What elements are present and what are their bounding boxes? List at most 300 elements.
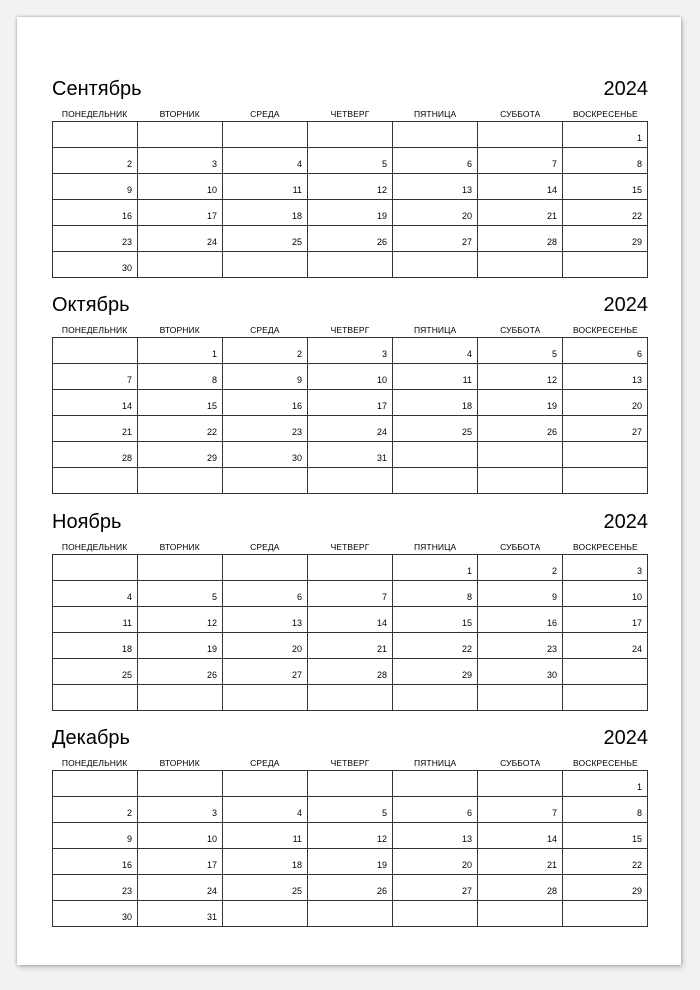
month-title: Сентябрь	[52, 78, 142, 100]
day-cell	[308, 849, 393, 875]
weekday-label: ВОСКРЕСЕНЬЕ	[573, 325, 638, 335]
day-cell	[393, 875, 478, 901]
day-number: 25	[291, 237, 302, 247]
day-cell	[223, 607, 308, 633]
day-cell	[138, 416, 223, 442]
day-cell	[138, 633, 223, 659]
day-number: 3	[211, 808, 217, 818]
day-number: 28	[546, 237, 557, 247]
weekday-label: СРЕДА	[250, 758, 280, 768]
day-cell	[223, 200, 308, 226]
day-cell	[53, 823, 138, 849]
day-cell	[308, 416, 393, 442]
day-cell	[308, 555, 393, 581]
day-number: 29	[461, 670, 472, 680]
day-cell	[308, 442, 393, 468]
day-number: 6	[466, 808, 472, 818]
day-number: 12	[376, 834, 387, 844]
day-cell	[393, 442, 478, 468]
weekday-label: СРЕДА	[250, 109, 280, 119]
day-cell	[223, 174, 308, 200]
day-number: 28	[121, 453, 132, 463]
day-cell	[138, 364, 223, 390]
day-cell	[138, 797, 223, 823]
day-cell	[563, 901, 648, 927]
day-number: 5	[211, 592, 217, 602]
day-cell	[478, 252, 563, 278]
day-number: 16	[291, 401, 302, 411]
day-number: 30	[121, 912, 132, 922]
day-cell	[563, 823, 648, 849]
weekday-label: ПЯТНИЦА	[413, 542, 457, 552]
day-cell	[308, 659, 393, 685]
day-cell	[53, 200, 138, 226]
day-cell	[53, 771, 138, 797]
weekday-header-row	[52, 107, 648, 121]
day-number: 2	[551, 566, 557, 576]
day-cell	[308, 823, 393, 849]
day-cell	[478, 442, 563, 468]
day-cell	[308, 633, 393, 659]
weekday-label: ПЯТНИЦА	[413, 109, 457, 119]
day-cell	[223, 148, 308, 174]
day-cell	[393, 685, 478, 711]
day-cell	[223, 685, 308, 711]
day-cell	[308, 875, 393, 901]
day-cell	[563, 390, 648, 416]
day-cell	[308, 797, 393, 823]
day-cell	[53, 581, 138, 607]
day-number: 4	[466, 349, 472, 359]
day-cell	[393, 338, 478, 364]
day-cell	[308, 200, 393, 226]
weekday-label: СРЕДА	[250, 542, 280, 552]
day-number: 23	[291, 427, 302, 437]
day-number: 5	[381, 808, 387, 818]
day-number: 24	[206, 886, 217, 896]
day-cell	[478, 174, 563, 200]
day-number: 29	[631, 237, 642, 247]
day-cell	[53, 901, 138, 927]
day-cell	[478, 901, 563, 927]
day-number: 8	[211, 375, 217, 385]
day-number: 12	[206, 618, 217, 628]
day-number: 13	[631, 375, 642, 385]
day-number: 18	[291, 860, 302, 870]
day-cell	[393, 633, 478, 659]
day-cell	[308, 771, 393, 797]
day-number: 3	[636, 566, 642, 576]
day-cell	[138, 390, 223, 416]
day-cell	[308, 174, 393, 200]
day-cell	[478, 200, 563, 226]
weekday-label: ВТОРНИК	[159, 325, 200, 335]
day-cell	[53, 607, 138, 633]
day-number: 27	[291, 670, 302, 680]
day-cell	[223, 226, 308, 252]
day-number: 30	[291, 453, 302, 463]
weekday-label: СРЕДА	[250, 325, 280, 335]
day-cell	[393, 823, 478, 849]
month-title: Декабрь	[52, 727, 130, 749]
day-number: 2	[126, 808, 132, 818]
day-cell	[53, 364, 138, 390]
month-block	[52, 726, 648, 927]
day-number: 9	[126, 834, 132, 844]
day-cell	[138, 148, 223, 174]
day-cell	[308, 581, 393, 607]
day-number: 1	[211, 349, 217, 359]
day-cell	[308, 226, 393, 252]
day-cell	[138, 771, 223, 797]
day-cell	[53, 685, 138, 711]
day-cell	[563, 581, 648, 607]
weekday-label: ВТОРНИК	[159, 109, 200, 119]
weekday-label: ВТОРНИК	[159, 758, 200, 768]
day-cell	[393, 797, 478, 823]
day-cell	[308, 607, 393, 633]
day-cell	[223, 390, 308, 416]
month-block	[52, 510, 648, 711]
day-number: 17	[206, 211, 217, 221]
day-number: 26	[546, 427, 557, 437]
weekday-header-row	[52, 756, 648, 770]
day-cell	[393, 901, 478, 927]
day-cell	[53, 468, 138, 494]
day-number: 26	[206, 670, 217, 680]
month-header	[52, 77, 648, 107]
day-cell	[308, 901, 393, 927]
day-number: 15	[631, 185, 642, 195]
day-number: 1	[636, 782, 642, 792]
weekday-label: ЧЕТВЕРГ	[330, 758, 370, 768]
day-number: 8	[636, 808, 642, 818]
day-cell	[138, 901, 223, 927]
day-cell	[563, 468, 648, 494]
month-grid	[52, 554, 648, 711]
day-number: 10	[376, 375, 387, 385]
day-cell	[53, 555, 138, 581]
day-number: 11	[122, 618, 132, 628]
day-cell	[223, 122, 308, 148]
day-cell	[478, 416, 563, 442]
day-cell	[308, 364, 393, 390]
day-cell	[478, 581, 563, 607]
day-cell	[393, 849, 478, 875]
day-cell	[478, 364, 563, 390]
day-cell	[223, 771, 308, 797]
day-cell	[563, 442, 648, 468]
day-cell	[53, 226, 138, 252]
month-header	[52, 293, 648, 323]
day-cell	[478, 797, 563, 823]
day-number: 7	[551, 808, 557, 818]
day-cell	[563, 607, 648, 633]
day-number: 28	[376, 670, 387, 680]
day-number: 9	[551, 592, 557, 602]
day-cell	[393, 416, 478, 442]
day-cell	[393, 555, 478, 581]
day-number: 6	[636, 349, 642, 359]
day-cell	[223, 581, 308, 607]
day-cell	[563, 875, 648, 901]
day-cell	[563, 174, 648, 200]
day-cell	[53, 633, 138, 659]
day-number: 21	[376, 644, 387, 654]
day-cell	[478, 823, 563, 849]
day-cell	[53, 390, 138, 416]
day-number: 21	[546, 860, 557, 870]
day-number: 20	[461, 860, 472, 870]
day-number: 1	[636, 133, 642, 143]
day-cell	[223, 901, 308, 927]
day-cell	[563, 226, 648, 252]
day-cell	[393, 174, 478, 200]
day-cell	[223, 338, 308, 364]
day-number: 20	[291, 644, 302, 654]
weekday-header-row	[52, 323, 648, 337]
day-number: 10	[206, 185, 217, 195]
day-cell	[53, 122, 138, 148]
day-cell	[223, 364, 308, 390]
day-cell	[563, 122, 648, 148]
day-cell	[563, 633, 648, 659]
day-number: 23	[121, 237, 132, 247]
day-number: 6	[466, 159, 472, 169]
day-number: 19	[546, 401, 557, 411]
day-cell	[393, 364, 478, 390]
day-number: 6	[296, 592, 302, 602]
day-cell	[138, 226, 223, 252]
day-number: 25	[461, 427, 472, 437]
day-cell	[478, 390, 563, 416]
day-number: 19	[376, 860, 387, 870]
day-cell	[478, 633, 563, 659]
day-number: 9	[126, 185, 132, 195]
day-number: 16	[121, 860, 132, 870]
weekday-header-row	[52, 540, 648, 554]
day-number: 22	[631, 211, 642, 221]
day-number: 14	[121, 401, 132, 411]
day-number: 17	[376, 401, 387, 411]
day-number: 31	[206, 912, 217, 922]
day-cell	[53, 416, 138, 442]
day-cell	[393, 581, 478, 607]
day-number: 7	[381, 592, 387, 602]
month-header	[52, 726, 648, 756]
day-number: 18	[121, 644, 132, 654]
day-number: 12	[376, 185, 387, 195]
day-number: 28	[546, 886, 557, 896]
day-cell	[393, 468, 478, 494]
day-number: 3	[211, 159, 217, 169]
weekday-label: ПЯТНИЦА	[413, 325, 457, 335]
weekday-label: СУББОТА	[500, 325, 541, 335]
day-number: 17	[206, 860, 217, 870]
day-cell	[223, 797, 308, 823]
weekday-label: ПЯТНИЦА	[413, 758, 457, 768]
day-cell	[563, 200, 648, 226]
month-title: Ноябрь	[52, 511, 122, 533]
day-cell	[53, 849, 138, 875]
month-year: 2024	[603, 294, 648, 316]
day-cell	[53, 442, 138, 468]
day-number: 10	[206, 834, 217, 844]
day-cell	[308, 148, 393, 174]
day-cell	[563, 797, 648, 823]
day-number: 25	[121, 670, 132, 680]
day-cell	[478, 771, 563, 797]
day-cell	[563, 555, 648, 581]
weekday-label: СУББОТА	[500, 109, 541, 119]
day-number: 2	[126, 159, 132, 169]
day-cell	[308, 468, 393, 494]
month-grid	[52, 121, 648, 278]
day-cell	[138, 200, 223, 226]
month-block	[52, 77, 648, 278]
day-cell	[478, 875, 563, 901]
day-cell	[308, 338, 393, 364]
weekday-label: ПОНЕДЕЛЬНИК	[61, 325, 128, 335]
day-cell	[138, 122, 223, 148]
day-cell	[223, 659, 308, 685]
day-number: 4	[126, 592, 132, 602]
day-cell	[138, 338, 223, 364]
day-cell	[53, 148, 138, 174]
weekday-label: ВОСКРЕСЕНЬЕ	[573, 542, 638, 552]
day-cell	[478, 607, 563, 633]
day-cell	[563, 659, 648, 685]
day-number: 13	[291, 618, 302, 628]
month-block	[52, 293, 648, 494]
day-number: 15	[206, 401, 217, 411]
day-number: 22	[206, 427, 217, 437]
day-cell	[563, 148, 648, 174]
month-grid	[52, 770, 648, 927]
day-cell	[393, 122, 478, 148]
day-cell	[393, 771, 478, 797]
day-number: 22	[461, 644, 472, 654]
day-cell	[223, 468, 308, 494]
day-number: 5	[381, 159, 387, 169]
day-number: 11	[292, 185, 302, 195]
day-cell	[393, 226, 478, 252]
day-cell	[138, 252, 223, 278]
day-cell	[393, 659, 478, 685]
day-cell	[308, 390, 393, 416]
day-number: 21	[121, 427, 132, 437]
day-number: 23	[121, 886, 132, 896]
month-header	[52, 510, 648, 540]
day-cell	[478, 659, 563, 685]
day-cell	[478, 468, 563, 494]
day-cell	[223, 416, 308, 442]
day-number: 3	[381, 349, 387, 359]
day-number: 2	[296, 349, 302, 359]
month-title: Октябрь	[52, 294, 130, 316]
day-cell	[223, 633, 308, 659]
day-number: 11	[462, 375, 472, 385]
day-cell	[393, 200, 478, 226]
day-number: 5	[551, 349, 557, 359]
day-cell	[138, 468, 223, 494]
day-cell	[478, 685, 563, 711]
day-cell	[478, 122, 563, 148]
day-cell	[53, 797, 138, 823]
day-number: 8	[466, 592, 472, 602]
day-number: 12	[546, 375, 557, 385]
day-number: 14	[376, 618, 387, 628]
day-cell	[478, 148, 563, 174]
day-cell	[138, 659, 223, 685]
weekday-label: ПОНЕДЕЛЬНИК	[61, 542, 128, 552]
day-number: 10	[631, 592, 642, 602]
day-number: 24	[631, 644, 642, 654]
day-cell	[223, 252, 308, 278]
day-cell	[138, 823, 223, 849]
day-number: 18	[291, 211, 302, 221]
day-cell	[223, 442, 308, 468]
day-cell	[563, 416, 648, 442]
day-cell	[53, 174, 138, 200]
day-cell	[308, 252, 393, 278]
weekday-label: ПОНЕДЕЛЬНИК	[61, 758, 128, 768]
weekday-label: ВОСКРЕСЕНЬЕ	[573, 758, 638, 768]
weekday-label: ВТОРНИК	[159, 542, 200, 552]
day-number: 15	[631, 834, 642, 844]
day-number: 27	[631, 427, 642, 437]
month-year: 2024	[603, 78, 648, 100]
day-number: 13	[461, 185, 472, 195]
day-number: 4	[296, 808, 302, 818]
day-number: 4	[296, 159, 302, 169]
day-cell	[478, 849, 563, 875]
day-number: 31	[376, 453, 387, 463]
day-number: 26	[376, 237, 387, 247]
day-cell	[563, 252, 648, 278]
day-number: 27	[461, 237, 472, 247]
day-cell	[563, 364, 648, 390]
day-number: 23	[546, 644, 557, 654]
day-cell	[563, 685, 648, 711]
day-number: 14	[546, 834, 557, 844]
day-cell	[138, 555, 223, 581]
day-number: 21	[546, 211, 557, 221]
day-number: 14	[546, 185, 557, 195]
month-grid	[52, 337, 648, 494]
day-number: 30	[121, 263, 132, 273]
day-number: 29	[631, 886, 642, 896]
day-number: 29	[206, 453, 217, 463]
day-cell	[138, 581, 223, 607]
day-cell	[138, 442, 223, 468]
day-cell	[223, 555, 308, 581]
day-number: 30	[546, 670, 557, 680]
weekday-label: СУББОТА	[500, 758, 541, 768]
day-number: 27	[461, 886, 472, 896]
weekday-label: ПОНЕДЕЛЬНИК	[61, 109, 128, 119]
day-number: 16	[121, 211, 132, 221]
calendar-page	[17, 17, 681, 965]
day-cell	[53, 875, 138, 901]
day-number: 8	[636, 159, 642, 169]
day-number: 18	[461, 401, 472, 411]
day-cell	[138, 174, 223, 200]
month-year: 2024	[603, 727, 648, 749]
day-cell	[308, 685, 393, 711]
day-number: 26	[376, 886, 387, 896]
day-cell	[138, 685, 223, 711]
